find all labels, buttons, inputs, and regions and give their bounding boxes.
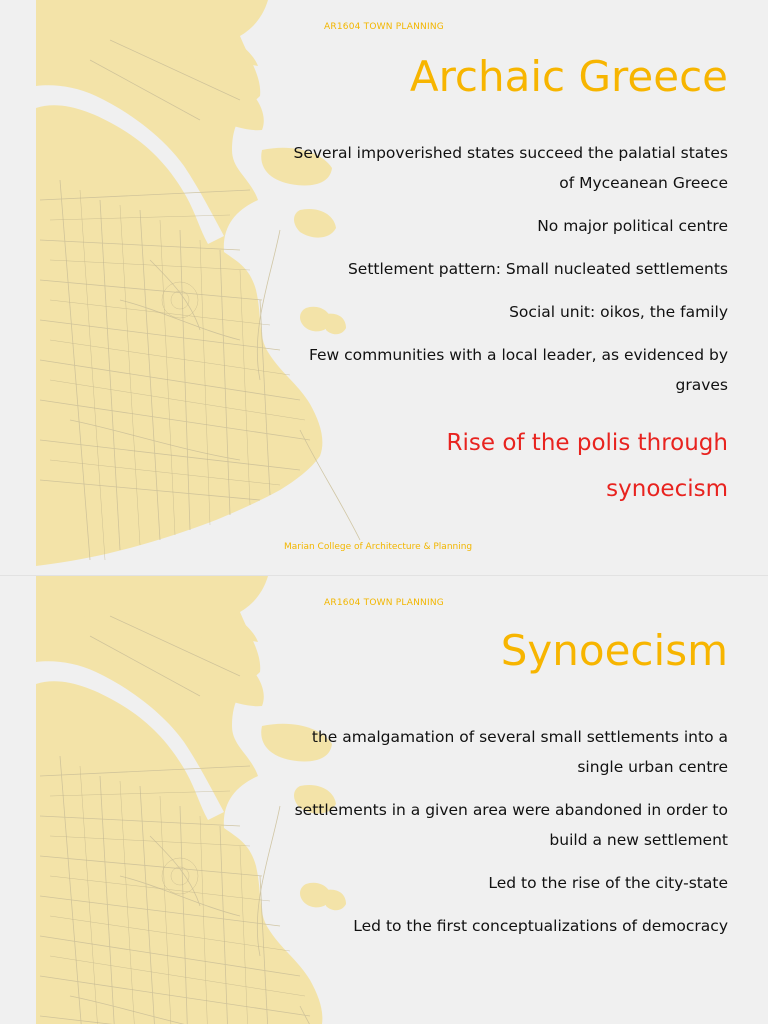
highlight-statement: Rise of the polis through synoecism <box>446 430 728 502</box>
slide-title: Archaic Greece <box>409 52 728 101</box>
slide-synoecism <box>0 576 768 1024</box>
bullet-item: Led to the rise of the city-state <box>488 874 728 892</box>
bullet-list <box>288 722 728 954</box>
bullet-item: Settlement pattern: Small nucleated settlements <box>347 260 728 278</box>
college-footer: Marian College of Architecture & Planning <box>284 542 473 552</box>
bullet-item: settlements in a given area were abandoned in order to build a new settlement <box>294 801 728 849</box>
course-label: AR1604 TOWN PLANNING <box>324 598 444 608</box>
bullet-item: Social unit: oikos, the family <box>509 303 728 321</box>
bullet-list <box>288 138 728 413</box>
bullet-item: Several impoverished states succeed the palatial states of Myceanean Greece <box>293 144 728 192</box>
bullet-item: No major political centre <box>537 217 728 235</box>
slide-title: Synoecism <box>500 626 728 675</box>
bullet-item: the amalgamation of several small settlements into a single urban centre <box>311 728 728 776</box>
bullet-item: Led to the first conceptualizations of democracy <box>353 917 728 935</box>
course-label: AR1604 TOWN PLANNING <box>324 22 444 32</box>
bullet-item: Few communities with a local leader, as evidenced by graves <box>308 346 728 394</box>
